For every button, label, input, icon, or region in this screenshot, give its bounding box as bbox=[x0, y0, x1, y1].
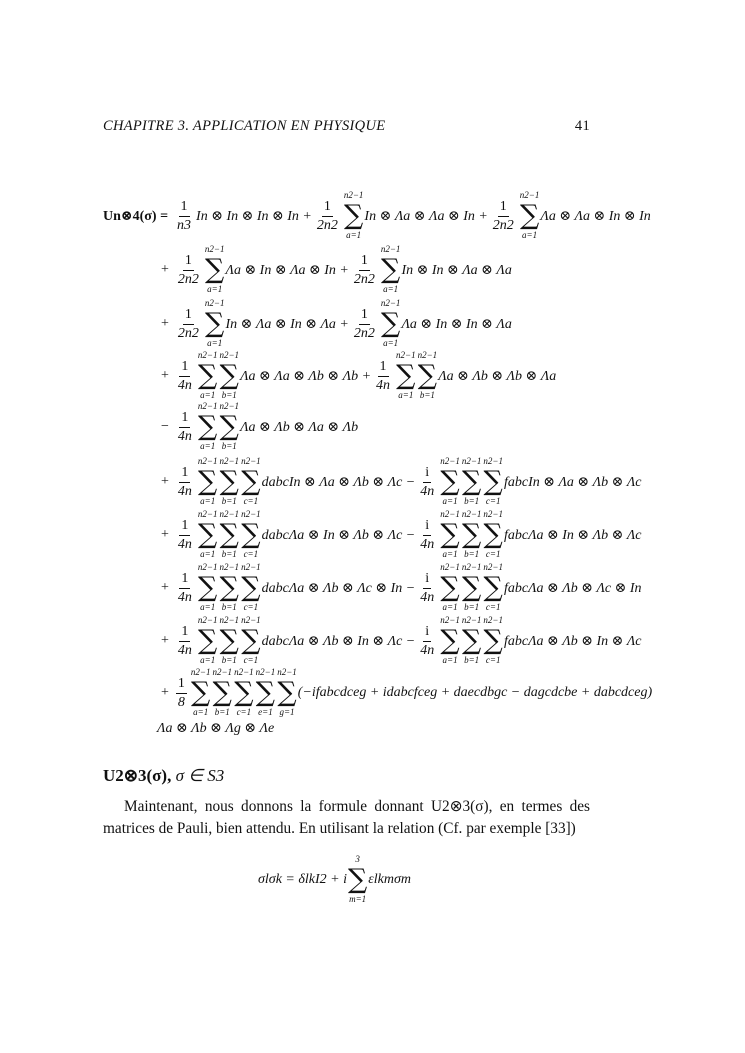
summation-sign: n2−1 ∑ a=1 bbox=[197, 400, 218, 451]
equation-line-7: + $\frac{1}{4n}$ n2−1 ∑ a=1 n2−1 ∑ b=1 n2−1 ∑ c=1 dabcΛa ⊗ In ⊗ Λb ⊗ Λc − $\frac{i}{4n}$ n2−1 ∑ a=1 n2−1 ∑ b=1 n2−1 ∑ c=1 fabcΛa ⊗ In ⊗ Λb ⊗ Λc bbox=[161, 508, 642, 559]
summation-sign: n2−1 ∑ a=1 bbox=[197, 614, 218, 665]
fraction: $\frac{1}{2n2}$ bbox=[492, 199, 514, 233]
relation-lhs: σlσk = δlkI2 + i bbox=[258, 872, 347, 887]
equation-line-9: + $\frac{1}{4n}$ n2−1 ∑ a=1 n2−1 ∑ b=1 n2−1 ∑ c=1 dabcΛa ⊗ Λb ⊗ In ⊗ Λc − $\frac{i}{4n}$ n2−1 ∑ a=1 n2−1 ∑ b=1 n2−1 ∑ c=1 fabcΛa ⊗ Λb ⊗ In ⊗ Λc bbox=[161, 614, 642, 665]
term: dabcΛa ⊗ In ⊗ Λb ⊗ Λc − bbox=[261, 527, 416, 543]
summation-sign: n2−1 ∑ b=1 bbox=[219, 614, 240, 665]
summation-sign: n2−1 ∑ c=1 bbox=[241, 614, 261, 665]
term: (−ifabcdceg + idabcfceg + daecdbgc − dagcdcbe + dabcdceg) bbox=[297, 685, 653, 700]
summation-sign: n2−1 ∑ b=1 bbox=[461, 508, 482, 559]
summation-sign: n2−1 ∑ b=1 bbox=[212, 666, 233, 717]
fraction: $\frac{1}{8}$ bbox=[177, 676, 185, 710]
summation-sign: n2−1 ∑ b=1 bbox=[461, 614, 482, 665]
summation-sign: n2−1 ∑ c=1 bbox=[241, 561, 261, 612]
fraction: $\frac{1}{4n}$ bbox=[177, 410, 192, 444]
term: Λa ⊗ Λa ⊗ In ⊗ In bbox=[540, 208, 651, 224]
running-title: CHAPITRE 3. APPLICATION EN PHYSIQUE bbox=[103, 118, 386, 134]
pauli-relation bbox=[258, 854, 411, 906]
summation-sign: n2−1 ∑ c=1 bbox=[241, 455, 261, 506]
fraction: $\frac{i}{4n}$ bbox=[420, 465, 435, 499]
term: fabcΛa ⊗ Λb ⊗ In ⊗ Λc bbox=[503, 633, 642, 649]
equation-line-8: + $\frac{1}{4n}$ n2−1 ∑ a=1 n2−1 ∑ b=1 n2−1 ∑ c=1 dabcΛa ⊗ Λb ⊗ Λc ⊗ In − $\frac{i}{4n}$ n2−1 ∑ a=1 n2−1 ∑ b=1 n2−1 ∑ c=1 fabcΛa ⊗ Λb ⊗ Λc ⊗ In bbox=[161, 561, 642, 612]
term: fabcIn ⊗ Λa ⊗ Λb ⊗ Λc bbox=[503, 474, 642, 490]
term: dabcIn ⊗ Λa ⊗ Λb ⊗ Λc − bbox=[261, 474, 416, 490]
term: In ⊗ In ⊗ In ⊗ In + bbox=[196, 208, 312, 224]
page-number: 41 bbox=[574, 118, 590, 134]
fraction: $\frac{1}{2n2}$ bbox=[353, 307, 375, 341]
equation-line-3: + $\frac{1}{2n2}$ n2−1 ∑ a=1 In ⊗ Λa ⊗ In ⊗ Λa + $\frac{1}{2n2}$ n2−1 ∑ a=1 Λa ⊗ In ⊗ In ⊗ Λa bbox=[161, 297, 512, 348]
equation-line-5: − $\frac{1}{4n}$ n2−1 ∑ a=1 n2−1 ∑ b=1 Λa ⊗ Λb ⊗ Λa ⊗ Λb bbox=[161, 400, 359, 451]
paragraph-text: Maintenant, nous donnons la formule donnant U2⊗3(σ), en termes des matrices de Pauli, bien attendu. En utilisant la relation (Cf. par exemple [33]) bbox=[103, 798, 590, 837]
summation-sign: n2−1 ∑ b=1 bbox=[461, 455, 482, 506]
term: Λa ⊗ Λb ⊗ Λa ⊗ Λb bbox=[240, 419, 359, 435]
term: Λa ⊗ In ⊗ Λa ⊗ In + bbox=[225, 262, 349, 278]
equation-line-10: + $\frac{1}{8}$ n2−1 ∑ a=1 n2−1 ∑ b=1 n2−1 ∑ c=1 n2−1 ∑ e=1 n2−1 ∑ g=1 (−ifabcdceg + idabcfceg + daecdbgc − dagcdcbe + dabcdceg) bbox=[161, 666, 653, 717]
summation-sign: n2−1 ∑ a=1 bbox=[380, 243, 401, 294]
summation-sign: n2−1 ∑ a=1 bbox=[440, 508, 460, 559]
summation-sign: n2−1 ∑ c=1 bbox=[234, 666, 254, 717]
summation-sign: n2−1 ∑ a=1 bbox=[204, 243, 225, 294]
section-heading bbox=[103, 766, 224, 786]
fraction: $\frac{1}{4n}$ bbox=[177, 624, 192, 658]
fraction: $\frac{1}{4n}$ bbox=[177, 465, 192, 499]
summation-sign: n2−1 ∑ c=1 bbox=[483, 561, 503, 612]
term: fabcΛa ⊗ Λb ⊗ Λc ⊗ In bbox=[503, 580, 642, 596]
fraction: $\frac{i}{4n}$ bbox=[420, 571, 435, 605]
summation-sign: n2−1 ∑ b=1 bbox=[461, 561, 482, 612]
term: Λa ⊗ Λb ⊗ Λg ⊗ Λe bbox=[157, 720, 275, 736]
summation-sign: n2−1 ∑ c=1 bbox=[241, 508, 261, 559]
summation-sign: n2−1 ∑ a=1 bbox=[440, 455, 460, 506]
equation-line-4: + $\frac{1}{4n}$ n2−1 ∑ a=1 n2−1 ∑ b=1 Λa ⊗ Λa ⊗ Λb ⊗ Λb + $\frac{1}{4n}$ n2−1 ∑ a=1 n2−1 ∑ b=1 Λa ⊗ Λb ⊗ Λb ⊗ Λa bbox=[161, 349, 557, 400]
term: dabcΛa ⊗ Λb ⊗ Λc ⊗ In − bbox=[261, 580, 416, 596]
fraction: $\frac{1}{n3}$ bbox=[177, 199, 192, 233]
summation-sign: n2−1 ∑ b=1 bbox=[219, 561, 240, 612]
summation-sign: n2−1 ∑ a=1 bbox=[197, 455, 218, 506]
summation-sign: n2−1 ∑ e=1 bbox=[255, 666, 276, 717]
fraction: $\frac{1}{4n}$ bbox=[177, 571, 192, 605]
summation-sign: n2−1 ∑ a=1 bbox=[197, 508, 218, 559]
fraction: $\frac{1}{2n2}$ bbox=[353, 253, 375, 287]
summation-sign: n2−1 ∑ c=1 bbox=[483, 455, 503, 506]
summation-sign: n2−1 ∑ a=1 bbox=[380, 297, 401, 348]
fraction: $\frac{i}{4n}$ bbox=[420, 624, 435, 658]
summation-sign: n2−1 ∑ b=1 bbox=[219, 508, 240, 559]
term: fabcΛa ⊗ In ⊗ Λb ⊗ Λc bbox=[503, 527, 642, 543]
relation-rhs: εlkmσm bbox=[368, 872, 412, 887]
term: Λa ⊗ In ⊗ In ⊗ Λa bbox=[401, 316, 512, 332]
term: In ⊗ Λa ⊗ Λa ⊗ In + bbox=[364, 208, 488, 224]
term: Λa ⊗ Λb ⊗ Λb ⊗ Λa bbox=[438, 368, 557, 384]
summation-sign: n2−1 ∑ a=1 bbox=[197, 561, 218, 612]
equation-lhs: Un⊗4(σ) = bbox=[103, 208, 169, 224]
summation-sign: n2−1 ∑ c=1 bbox=[483, 508, 503, 559]
summation-sign: n2−1 ∑ a=1 bbox=[440, 561, 460, 612]
summation-sign: n2−1 ∑ a=1 bbox=[519, 189, 540, 240]
summation-sign: n2−1 ∑ a=1 bbox=[440, 614, 460, 665]
fraction: $\frac{1}{2n2}$ bbox=[177, 253, 199, 287]
section-title: U2⊗3(σ), bbox=[103, 766, 172, 785]
summation-sign: n2−1 ∑ a=1 bbox=[396, 349, 416, 400]
summation-sign: n2−1 ∑ c=1 bbox=[483, 614, 503, 665]
body-paragraph bbox=[103, 796, 590, 839]
section-title-tail: σ ∈ S3 bbox=[175, 766, 225, 785]
fraction: $\frac{1}{2n2}$ bbox=[177, 307, 199, 341]
equation-line-6: + $\frac{1}{4n}$ n2−1 ∑ a=1 n2−1 ∑ b=1 n2−1 ∑ c=1 dabcIn ⊗ Λa ⊗ Λb ⊗ Λc − $\frac{i}{4n}$ n2−1 ∑ a=1 n2−1 ∑ b=1 n2−1 ∑ c=1 fabcIn ⊗ Λa ⊗ Λb ⊗ Λc bbox=[161, 455, 642, 506]
summation-sign: n2−1 ∑ a=1 bbox=[190, 666, 211, 717]
fraction: $\frac{1}{4n}$ bbox=[177, 359, 192, 393]
summation-sign: n2−1 ∑ a=1 bbox=[204, 297, 225, 348]
equation-line-11 bbox=[157, 716, 274, 740]
running-header bbox=[103, 118, 590, 135]
summation-sign: n2−1 ∑ a=1 bbox=[343, 189, 364, 240]
summation-sign: n2−1 ∑ g=1 bbox=[277, 666, 297, 717]
term: In ⊗ In ⊗ Λa ⊗ Λa bbox=[401, 262, 512, 278]
summation-sign: 3 ∑ m=1 bbox=[347, 853, 368, 904]
term: Λa ⊗ Λa ⊗ Λb ⊗ Λb + bbox=[240, 368, 372, 384]
equation-line-2: + $\frac{1}{2n2}$ n2−1 ∑ a=1 Λa ⊗ In ⊗ Λa ⊗ In + $\frac{1}{2n2}$ n2−1 ∑ a=1 In ⊗ In ⊗ Λa ⊗ Λa bbox=[161, 243, 512, 294]
summation-sign: n2−1 ∑ b=1 bbox=[417, 349, 438, 400]
fraction: $\frac{1}{2n2}$ bbox=[316, 199, 338, 233]
summation-sign: n2−1 ∑ a=1 bbox=[197, 349, 218, 400]
term: dabcΛa ⊗ Λb ⊗ In ⊗ Λc − bbox=[261, 633, 416, 649]
summation-sign: n2−1 ∑ b=1 bbox=[219, 349, 240, 400]
summation-sign: n2−1 ∑ b=1 bbox=[219, 400, 240, 451]
equation-line-1 bbox=[103, 189, 651, 243]
term: In ⊗ Λa ⊗ In ⊗ Λa + bbox=[225, 316, 349, 332]
summation-sign: n2−1 ∑ b=1 bbox=[219, 455, 240, 506]
fraction: $\frac{1}{4n}$ bbox=[376, 359, 391, 393]
fraction: $\frac{i}{4n}$ bbox=[420, 518, 435, 552]
fraction: $\frac{1}{4n}$ bbox=[177, 518, 192, 552]
